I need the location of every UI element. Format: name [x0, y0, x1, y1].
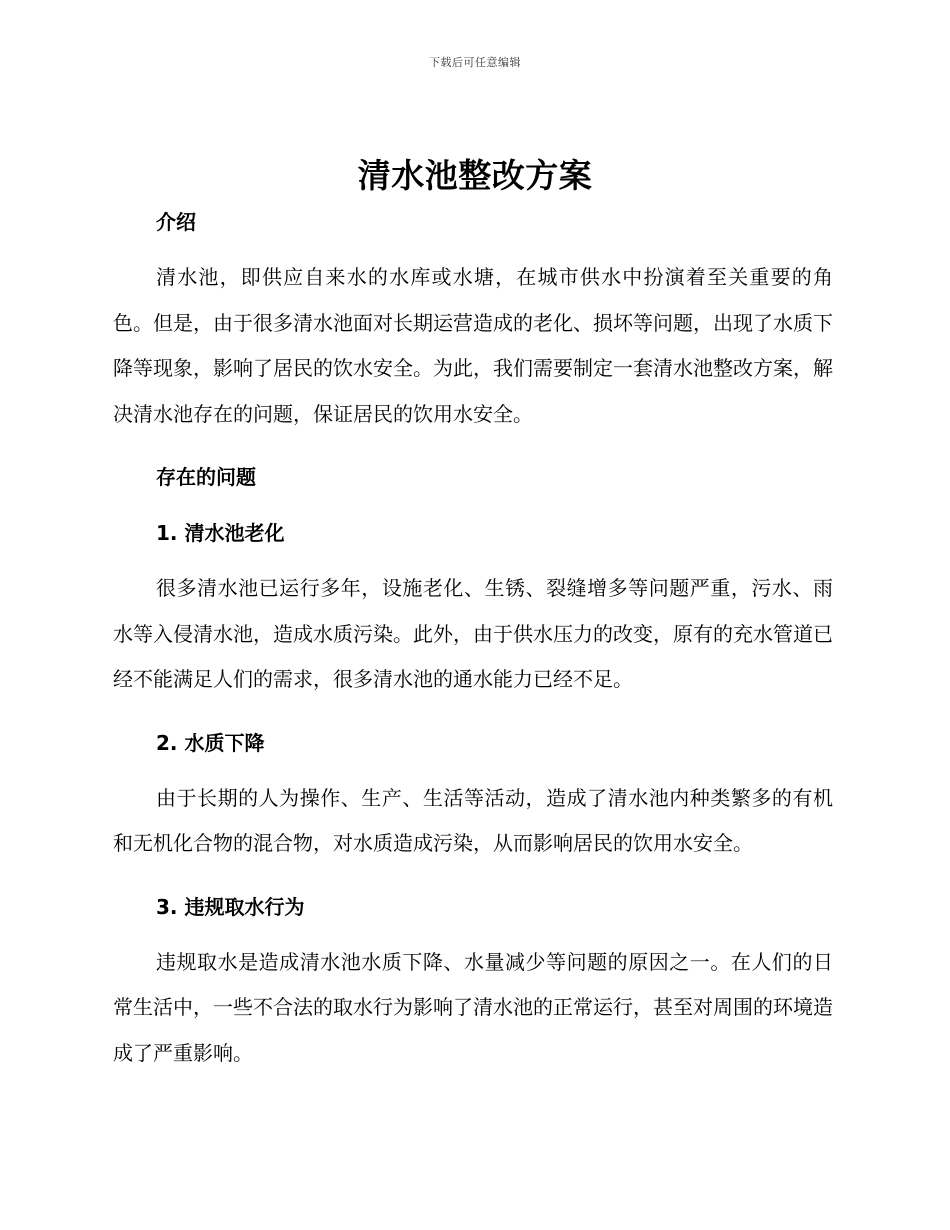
- section-heading-intro: 介绍: [156, 210, 196, 234]
- subheading-water-quality: 2. 水质下降: [156, 730, 265, 755]
- paragraph-intro: 清水池，即供应自来水的水库或水塘，在城市供水中扮演着至关重要的角色。但是，由于很多清水池面对长期运营造成的老化、损坏等问题，出现了水质下降等现象，影响了居民的饮水安全。为此，我们需要制定一套清水池整改方案，解决清水池存在的问题，保证居民的饮用水安全。: [113, 265, 833, 426]
- document-body: [113, 202, 833, 1076]
- paragraph-water-quality: 由于长期的人为操作、生产、生活等活动，造成了清水池内种类繁多的有机和无机化合物的混合物，对水质造成污染，从而影响居民的饮用水安全。: [113, 785, 833, 855]
- paragraph-illegal-intake: 违规取水是造成清水池水质下降、水量减少等问题的原因之一。在人们的日常生活中，一些不合法的取水行为影响了清水池的正常运行，甚至对周围的环境造成了严重影响。: [113, 949, 833, 1065]
- document-title: 清水池整改方案: [357, 156, 593, 195]
- section-heading-problems: 存在的问题: [156, 465, 256, 489]
- subheading-aging: 1. 清水池老化: [156, 521, 285, 545]
- header-note: 下载后可任意编辑: [429, 56, 521, 69]
- paragraph-aging: 很多清水池已运行多年，设施老化、生锈、裂缝增多等问题严重，污水、雨水等入侵清水池，造成水质污染。此外，由于供水压力的改变，原有的充水管道已经不能满足人们的需求，很多清水池的通水能力已经不足。: [113, 576, 833, 691]
- subheading-illegal-intake: 3. 违规取水行为: [156, 894, 305, 919]
